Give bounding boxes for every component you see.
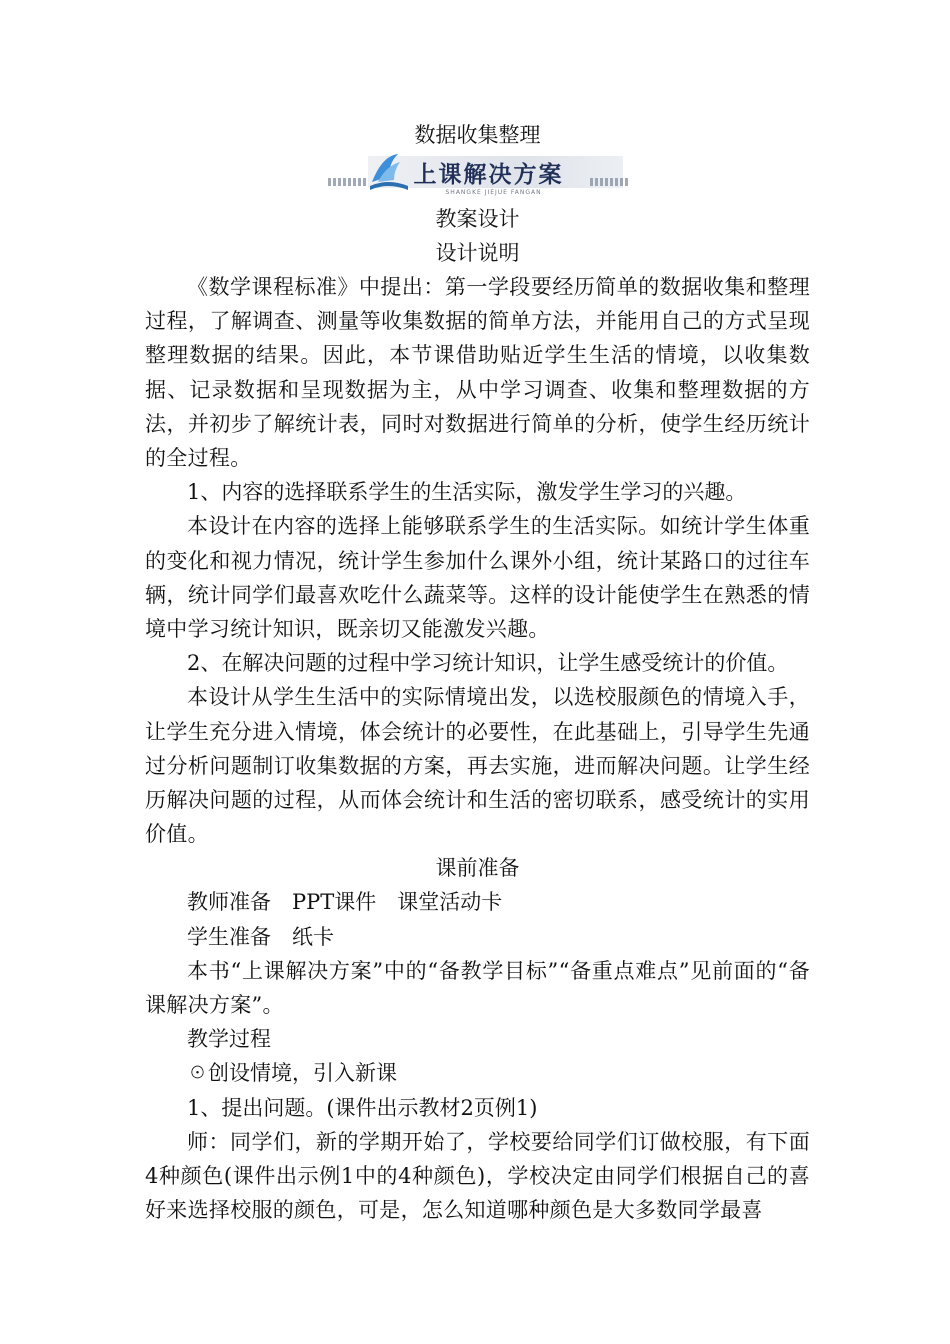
heading-teaching-process: 教学过程 <box>187 1027 271 1052</box>
step-raise-question: 1、提出问题。(课件出示教材2页例1) <box>187 1095 538 1120</box>
banner-title: 上课解决方案 <box>413 162 564 188</box>
paragraph-point-1: 1、内容的选择联系学生的生活实际，激发学生学习的兴趣。 <box>187 480 747 505</box>
banner-dashes-right <box>590 178 628 186</box>
paragraph-point-1-detail: 本设计在内容的选择上能够联系学生的生活实际。如统计学生体重的变化和视力情况，统计学生参加什么课外小组，统计某路口的过往车辆，统计同学们最喜欢吃什么蔬菜等。这样的设计能使学生在熟悉的情境中学习统计知识，既亲切又能激发兴趣。 <box>145 514 810 642</box>
paragraph-reference-note: 本书“上课解决方案”中的“备教学目标”“备重点难点”见前面的“备课解决方案”。 <box>145 958 810 1018</box>
paragraph-point-2-detail: 本设计从学生生活中的实际情境出发，以选校服颜色的情境入手，让学生充分进入情境，体会统计的必要性，在此基础上，引导学生先通过分析问题制订收集数据的方案，再去实施，进而解决问题。让学生经历解决问题的过程，从而体会统计和生活的密切联系，感受统计的实用价值。 <box>145 685 810 847</box>
paragraph-curriculum-standard: 《数学课程标准》中提出：第一学段要经历简单的数据收集和整理过程，了解调查、测量等收集数据的简单方法，并能用自己的方式呈现整理数据的结果。因此，本节课借助贴近学生生活的情境，以收集数据、记录数据和呈现数据为主，从中学习调查、收集和整理数据的方法，并初步了解统计表，同时对数据进行简单的分析，使学生经历统计的全过程。 <box>145 275 810 471</box>
heading-design-notes: 设计说明 <box>435 241 520 265</box>
section-banner <box>328 152 628 202</box>
paragraph-teacher-dialogue: 师：同学们，新的学期开始了，学校要给同学们订做校服，有下面4种颜色(课件出示例1中的4种颜色)，学校决定由同学们根据自己的喜好来选择校服的颜色，可是，怎么知道哪种颜色是大多数同学最喜 <box>145 1129 810 1223</box>
heading-lesson-plan: 教案设计 <box>435 207 520 231</box>
document-page <box>145 118 810 1227</box>
banner-subtitle: SHANGKE JIEJUE FANGAN <box>445 189 542 196</box>
paragraph-point-2: 2、在解决问题的过程中学习统计知识，让学生感受统计的价值。 <box>187 651 789 676</box>
student-preparation: 学生准备 纸卡 <box>187 924 334 949</box>
teacher-preparation: 教师准备 PPT课件 课堂活动卡 <box>187 890 503 915</box>
step-create-scenario: ☉创设情境，引入新课 <box>187 1061 397 1086</box>
heading-preparation: 课前准备 <box>435 856 520 881</box>
book-wing-logo-icon <box>368 152 412 196</box>
banner-dashes-left <box>328 178 366 186</box>
document-title: 数据收集整理 <box>414 123 541 147</box>
